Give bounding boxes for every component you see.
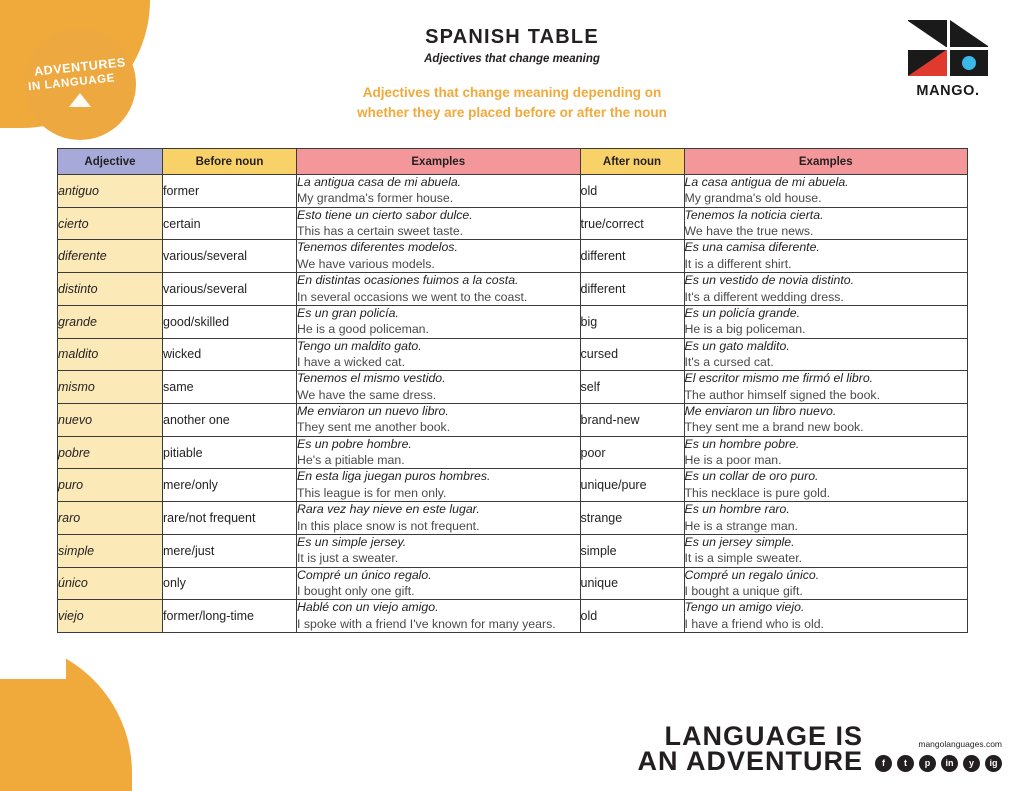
after-noun-text: old (580, 609, 598, 624)
example-after-spanish: Es un gato maldito. (684, 338, 790, 353)
example-before-english: In this place snow is not frequent. (297, 518, 480, 533)
example-after-spanish: Es un policía grande. (684, 305, 801, 320)
table-row (58, 207, 968, 240)
spanish-adjectives-table-container (57, 148, 968, 633)
cell-adjective (58, 502, 163, 535)
column-header-adjective: Adjective (58, 149, 163, 175)
table-header (58, 149, 968, 175)
example-after-spanish: Es un collar de oro puro. (684, 469, 819, 484)
cell-example-after (684, 305, 968, 338)
footer-right (875, 739, 1002, 775)
example-before-english: My grandma's former house. (297, 191, 454, 206)
cell-example-after (684, 175, 968, 208)
after-noun-text: true/correct (580, 216, 644, 231)
cell-before-noun (163, 534, 297, 567)
example-before-english: In several occasions we went to the coast. (297, 289, 528, 304)
example-before-english: We have the same dress. (297, 387, 437, 402)
before-noun-text: mere/just (163, 543, 215, 558)
table-row (58, 305, 968, 338)
table-row (58, 371, 968, 404)
cell-before-noun (163, 600, 297, 633)
after-noun-text: big (580, 314, 598, 329)
footer (637, 720, 1002, 777)
example-before-spanish: En esta liga juegan puros hombres. (297, 469, 491, 484)
adjective-text: simple (58, 543, 95, 558)
cell-adjective (58, 600, 163, 633)
cell-example-before (297, 469, 581, 502)
column-header-after-noun: After noun (580, 149, 684, 175)
example-after-english: It's a different wedding dress. (684, 289, 844, 304)
example-before-spanish: Tenemos diferentes modelos. (297, 240, 458, 255)
cell-after-noun (580, 207, 684, 240)
page-header (0, 26, 1024, 122)
cell-example-before (297, 273, 581, 306)
footer-slogan-line-1: LANGUAGE IS (664, 720, 863, 751)
mango-logo (900, 20, 996, 99)
table-row (58, 502, 968, 535)
example-after-english: They sent me a brand new book. (684, 420, 864, 435)
cell-adjective (58, 240, 163, 273)
cell-example-before (297, 600, 581, 633)
spanish-adjectives-table (57, 148, 968, 633)
example-after-english: It is a different shirt. (684, 256, 792, 271)
cell-before-noun (163, 207, 297, 240)
cell-example-after (684, 502, 968, 535)
cell-adjective (58, 305, 163, 338)
cell-example-before (297, 207, 581, 240)
before-noun-text: wicked (163, 347, 202, 362)
cell-before-noun (163, 502, 297, 535)
cell-before-noun (163, 469, 297, 502)
cell-after-noun (580, 371, 684, 404)
example-before-spanish: En distintas ocasiones fuimos a la costa. (297, 273, 519, 288)
page-lede-line-1: Adjectives that change meaning depending on (362, 85, 662, 100)
table-body (58, 175, 968, 633)
example-after-spanish: Tenemos la noticia cierta. (684, 207, 824, 222)
mango-logo-tile-4 (950, 50, 989, 77)
example-before-english: We have various models. (297, 256, 435, 271)
before-noun-text: pitiable (163, 445, 203, 460)
cell-adjective (58, 273, 163, 306)
social-icon[interactable]: f (875, 755, 892, 772)
mango-logo-tile-1 (908, 20, 947, 47)
example-before-spanish: Hablé con un viejo amigo. (297, 600, 439, 615)
cell-example-after (684, 338, 968, 371)
cell-adjective (58, 338, 163, 371)
before-noun-text: former/long-time (163, 609, 254, 624)
footer-slogan-line-2: AN ADVENTURE (637, 746, 863, 777)
example-after-english: He is a strange man. (684, 518, 798, 533)
example-after-english: I have a friend who is old. (684, 616, 824, 631)
after-noun-text: brand-new (580, 412, 640, 427)
before-noun-text: mere/only (163, 478, 218, 493)
adjective-text: diferente (58, 249, 107, 264)
cell-adjective (58, 175, 163, 208)
cell-before-noun (163, 371, 297, 404)
page-subtitle: Adjectives that change meaning (424, 53, 600, 65)
corner-decoration-bottom-left-inner (0, 679, 66, 791)
column-header-examples-before: Examples (297, 149, 581, 175)
before-noun-text: certain (163, 216, 201, 231)
example-after-spanish: Compré un regalo único. (684, 567, 820, 582)
page-title: SPANISH TABLE (425, 26, 599, 48)
after-noun-text: unique/pure (580, 478, 647, 493)
social-icon[interactable]: in (941, 755, 958, 772)
cell-example-after (684, 567, 968, 600)
example-after-spanish: Es un jersey simple. (684, 534, 795, 549)
cell-after-noun (580, 404, 684, 437)
after-noun-text: unique (580, 576, 619, 591)
mango-wordmark: MANGO. (916, 83, 980, 99)
cell-example-before (297, 338, 581, 371)
example-before-english: He's a pitiable man. (297, 453, 405, 468)
adjective-text: pobre (58, 445, 90, 460)
example-before-english: I have a wicked cat. (297, 354, 405, 369)
cell-adjective (58, 534, 163, 567)
cell-after-noun (580, 600, 684, 633)
cell-example-before (297, 436, 581, 469)
mango-logo-tile-3 (908, 50, 947, 77)
example-after-english: My grandma's old house. (684, 191, 822, 206)
badge-line-1: ADVENTURES (33, 55, 127, 79)
mango-logo-tile-2 (950, 20, 989, 47)
cell-after-noun (580, 338, 684, 371)
table-row (58, 469, 968, 502)
cell-example-after (684, 600, 968, 633)
social-icon[interactable]: ig (985, 755, 1002, 772)
adjective-text: nuevo (58, 412, 93, 427)
example-after-english: We have the true news. (684, 224, 814, 239)
cell-example-before (297, 404, 581, 437)
cell-before-noun (163, 305, 297, 338)
cell-after-noun (580, 469, 684, 502)
cell-before-noun (163, 240, 297, 273)
example-after-spanish: La casa antigua de mi abuela. (684, 175, 849, 189)
cell-before-noun (163, 567, 297, 600)
cell-before-noun (163, 436, 297, 469)
cell-example-after (684, 404, 968, 437)
example-before-spanish: Rara vez hay nieve en este lugar. (297, 502, 480, 517)
after-noun-text: different (580, 249, 626, 264)
social-icon[interactable]: y (963, 755, 980, 772)
adjective-text: puro (58, 478, 84, 493)
cell-example-before (297, 502, 581, 535)
column-header-before-noun: Before noun (163, 149, 297, 175)
example-before-spanish: La antigua casa de mi abuela. (297, 175, 462, 189)
example-after-spanish: Es un hombre raro. (684, 502, 790, 517)
example-before-spanish: Tengo un maldito gato. (297, 338, 422, 353)
example-before-english: I bought only one gift. (297, 583, 415, 598)
example-after-spanish: Tengo un amigo viejo. (684, 600, 805, 615)
example-after-spanish: Me enviaron un libro nuevo. (684, 404, 837, 419)
cell-adjective (58, 567, 163, 600)
before-noun-text: various/several (163, 282, 248, 297)
table-row (58, 436, 968, 469)
social-icons[interactable] (875, 755, 1002, 772)
example-after-english: It's a cursed cat. (684, 354, 774, 369)
example-before-english: He is a good policeman. (297, 322, 429, 337)
before-noun-text: only (163, 576, 186, 591)
example-before-spanish: Es un simple jersey. (297, 534, 407, 549)
footer-slogan (637, 720, 863, 777)
cell-example-after (684, 469, 968, 502)
cell-after-noun (580, 305, 684, 338)
example-after-english: The author himself signed the book. (684, 387, 881, 402)
adjective-text: grande (58, 314, 97, 329)
adjective-text: raro (58, 511, 81, 526)
table-row (58, 338, 968, 371)
adjective-text: mismo (58, 380, 95, 395)
cell-before-noun (163, 273, 297, 306)
before-noun-text: good/skilled (163, 314, 230, 329)
before-noun-text: another one (163, 412, 230, 427)
cell-example-before (297, 371, 581, 404)
cell-adjective (58, 207, 163, 240)
cell-after-noun (580, 502, 684, 535)
example-before-spanish: Es un gran policía. (297, 305, 399, 320)
example-before-spanish: Es un pobre hombre. (297, 436, 412, 451)
page-lede (0, 83, 1024, 122)
after-noun-text: strange (580, 511, 623, 526)
column-header-examples-after: Examples (684, 149, 968, 175)
table-header-row (58, 149, 968, 175)
cell-after-noun (580, 534, 684, 567)
adjective-text: cierto (58, 216, 89, 231)
social-icon[interactable]: t (897, 755, 914, 772)
table-row (58, 600, 968, 633)
cell-example-after (684, 534, 968, 567)
example-after-english: He is a poor man. (684, 453, 782, 468)
example-after-spanish: El escritor mismo me firmó el libro. (684, 371, 874, 386)
mango-logo-mark (908, 20, 988, 76)
table-row (58, 273, 968, 306)
example-before-english: They sent me another book. (297, 420, 451, 435)
cell-after-noun (580, 436, 684, 469)
example-after-spanish: Es un vestido de novia distinto. (684, 273, 855, 288)
example-after-spanish: Es una camisa diferente. (684, 240, 820, 255)
table-row (58, 240, 968, 273)
example-after-english: It is a simple sweater. (684, 551, 803, 566)
cell-adjective (58, 371, 163, 404)
example-before-english: I spoke with a friend I've known for many years. (297, 616, 556, 631)
cell-example-before (297, 175, 581, 208)
cell-before-noun (163, 404, 297, 437)
badge-line-2: IN LANGUAGE (28, 71, 116, 93)
cell-after-noun (580, 175, 684, 208)
example-after-english: I bought a unique gift. (684, 583, 803, 598)
cell-example-after (684, 240, 968, 273)
cell-example-after (684, 273, 968, 306)
cell-example-before (297, 534, 581, 567)
cell-adjective (58, 404, 163, 437)
cell-example-before (297, 240, 581, 273)
example-after-english: This necklace is pure gold. (684, 485, 831, 500)
after-noun-text: different (580, 282, 626, 297)
example-before-english: This has a certain sweet taste. (297, 224, 464, 239)
page-lede-line-2: whether they are placed before or after the noun (357, 104, 667, 120)
table-row (58, 567, 968, 600)
adjective-text: único (58, 576, 88, 591)
example-before-english: This league is for men only. (297, 485, 447, 500)
cell-after-noun (580, 567, 684, 600)
social-icon[interactable]: p (919, 755, 936, 772)
adjective-text: distinto (58, 282, 98, 297)
after-noun-text: simple (580, 543, 617, 558)
adjective-text: antiguo (58, 183, 100, 198)
example-before-english: It is just a sweater. (297, 551, 399, 566)
before-noun-text: same (163, 380, 194, 395)
example-before-spanish: Tenemos el mismo vestido. (297, 371, 446, 386)
table-row (58, 175, 968, 208)
adjective-text: maldito (58, 347, 99, 362)
example-before-spanish: Compré un único regalo. (297, 567, 432, 582)
after-noun-text: cursed (580, 347, 619, 362)
adjective-text: viejo (58, 609, 84, 624)
before-noun-text: former (163, 183, 200, 198)
cell-adjective (58, 436, 163, 469)
example-before-spanish: Me enviaron un nuevo libro. (297, 404, 449, 419)
after-noun-text: self (580, 380, 600, 395)
cell-before-noun (163, 338, 297, 371)
footer-website-url: mangolanguages.com (918, 739, 1002, 749)
before-noun-text: various/several (163, 249, 248, 264)
cell-after-noun (580, 273, 684, 306)
after-noun-text: old (580, 183, 598, 198)
example-after-spanish: Es un hombre pobre. (684, 436, 800, 451)
cell-example-after (684, 371, 968, 404)
cell-before-noun (163, 175, 297, 208)
cell-example-after (684, 436, 968, 469)
cell-adjective (58, 469, 163, 502)
cell-example-before (297, 305, 581, 338)
example-after-english: He is a big policeman. (684, 322, 806, 337)
table-row (58, 404, 968, 437)
cell-example-before (297, 567, 581, 600)
cell-after-noun (580, 240, 684, 273)
example-before-spanish: Esto tiene un cierto sabor dulce. (297, 207, 473, 222)
cell-example-after (684, 207, 968, 240)
before-noun-text: rare/not frequent (163, 511, 256, 526)
table-row (58, 534, 968, 567)
after-noun-text: poor (580, 445, 606, 460)
